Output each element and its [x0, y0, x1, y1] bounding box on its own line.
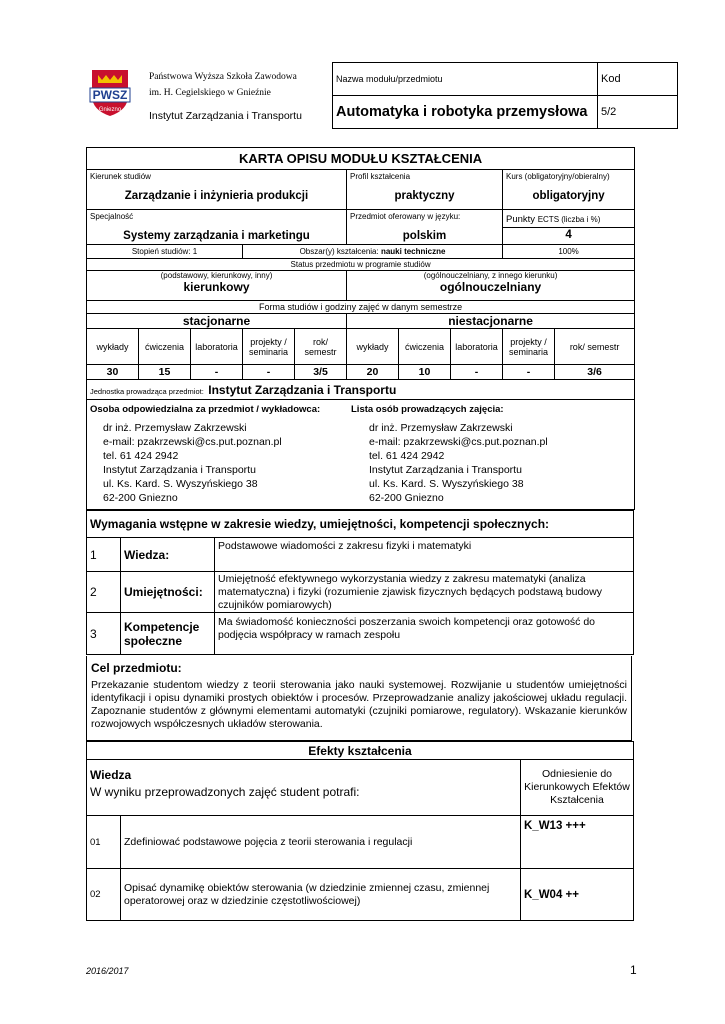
niestacjonarne-label: niestacjonarne [347, 314, 635, 329]
page-number: 1 [630, 963, 637, 977]
profil-label: Profil kształcenia [350, 172, 411, 181]
requirement-num: 3 [87, 613, 121, 655]
module-header-table [332, 62, 678, 129]
ects-value: 4 [565, 229, 572, 241]
contact-left [90, 421, 351, 505]
requirement-num: 1 [87, 538, 121, 572]
requirement-row [87, 572, 634, 613]
effect-text: Opisać dynamikę obiektów sterowania (w dziedzinie zmiennej czasu, zmiennej operatorowej oraz w dziedzinie częstotliwościowej) [121, 869, 521, 921]
wiedza-sub: W wyniku przeprowadzonych zajęć student potrafi: [90, 785, 360, 799]
col-header: rok/ semestr [555, 329, 635, 365]
kurs-label: Kurs (obligatoryjny/obieralny) [506, 172, 610, 181]
hours-value: 10 [399, 365, 451, 380]
card-table [86, 147, 635, 510]
ref-label: Odniesienie do Kierunkowych Efektów Kształcenia [521, 760, 634, 816]
requirement-num: 2 [87, 572, 121, 613]
col-header: rok/ semestr [295, 329, 347, 365]
module-name-label: Nazwa modułu/przedmiotu [333, 63, 598, 96]
goal-title: Cel przedmiotu: [91, 661, 182, 675]
contact-line: e-mail: pzakrzewski@cs.put.poznan.pl [103, 436, 282, 448]
jednostka-label: Jednostka prowadząca przedmiot: [90, 386, 204, 396]
forma-header: Forma studiów i godziny zajęć w danym semestrze [87, 301, 635, 314]
contact-line: tel. 61 424 2942 [369, 450, 445, 462]
requirement-text: Umiejętność efektywnego wykorzystania wiedzy z zakresu matematyki (analiza matematyczna) i fizyki (rozumienie zjawisk fizycznych będących podstawą budowy czujników pomiarowych) [215, 572, 634, 613]
jezyk-label: Przedmiot oferowany w języku: [350, 212, 461, 221]
obszar-value: nauki techniczne [380, 247, 446, 256]
goal-section [86, 656, 632, 741]
effects-title: Efekty kształcenia [87, 742, 634, 760]
contact-line: tel. 61 424 2942 [103, 450, 179, 462]
hours-value: - [451, 365, 503, 380]
footer-year: 2016/2017 [86, 966, 129, 976]
status-right-value: ogólnouczelniany [439, 280, 542, 294]
profil-value: praktyczny [394, 190, 455, 202]
ects-label-small: ECTS (liczba i %) [537, 215, 601, 224]
logo-subtext: Gniezno [98, 107, 122, 113]
col-header: ćwiczenia [139, 329, 191, 365]
requirement-name: Wiedza: [121, 538, 215, 572]
requirements-table [86, 510, 634, 655]
ects-label: Punkty [506, 214, 536, 225]
requirement-row [87, 613, 634, 655]
hours-value: - [503, 365, 555, 380]
contact-line: ul. Ks. Kard. S. Wyszyńskiego 38 [103, 478, 258, 490]
effect-row [87, 816, 634, 869]
institute-name: Instytut Zarządzania i Transportu [149, 110, 302, 122]
status-header: Status przedmiotu w programie studiów [87, 259, 635, 271]
effects-table [86, 741, 634, 921]
col-header: projekty / seminaria [503, 329, 555, 365]
module-name: Automatyka i robotyka przemysłowa [333, 96, 598, 129]
jednostka [87, 380, 635, 400]
logo [86, 66, 134, 118]
code-label: Kod [598, 63, 678, 96]
effect-num: 01 [87, 816, 121, 869]
goal-text: Przekazanie studentom wiedzy z teorii sterowania jako nauki systemowej. Rozwijanie u studentów umiejętności identyfikacji i opisu dynamiki prostych obiektów i procesów. Przeprowadzanie analizy jakościowej układu regulacji. Zapoznanie studentów z głównymi elementami automatyki (czujniki pomiarowe, regulatory). Wskazanie kierunków rozwojowych współczesnych układów sterowania. [91, 679, 627, 730]
code-value: 5/2 [598, 96, 678, 129]
effect-ref: K_W04 ++ [521, 869, 634, 921]
hours-value: 20 [347, 365, 399, 380]
col-header: wykłady [87, 329, 139, 365]
contact-line: Instytut Zarządzania i Transportu [369, 464, 522, 476]
school-name [149, 69, 297, 101]
kierunek-label: Kierunek studiów [90, 172, 151, 181]
pwsz-logo-icon [86, 66, 134, 118]
kurs-value: obligatoryjny [532, 190, 605, 202]
status-left-label: (podstawowy, kierunkowy, inny) [160, 271, 273, 280]
requirements-title: Wymagania wstępne w zakresie wiedzy, umiejętności, kompetencji społecznych: [87, 511, 634, 538]
contact-line: e-mail: pzakrzewski@cs.put.poznan.pl [369, 436, 548, 448]
hours-values-row [87, 365, 635, 380]
jezyk-value: polskim [402, 230, 447, 242]
contact-line: 62-200 Gniezno [103, 492, 178, 504]
hours-value: - [243, 365, 295, 380]
status-left-value: kierunkowy [183, 280, 250, 294]
effect-ref: K_W13 +++ [521, 816, 634, 869]
col-header: wykłady [347, 329, 399, 365]
hours-value: 15 [139, 365, 191, 380]
status-right-label: (ogólnouczelniany, z innego kierunku) [423, 271, 558, 280]
contact-line: dr inż. Przemysław Zakrzewski [103, 422, 247, 434]
hours-value: 3/5 [295, 365, 347, 380]
stacjonarne-label: stacjonarne [87, 314, 347, 329]
specjalnosc-label: Specjalność [90, 212, 134, 221]
obszar-label: Obszar(y) kształcenia: [299, 247, 379, 256]
wiedza-label: Wiedza [90, 768, 132, 782]
hours-value: - [191, 365, 243, 380]
jednostka-value: Instytut Zarządzania i Transportu [208, 382, 397, 397]
lista-label: Lista osób prowadzących zajęcia: [351, 404, 504, 415]
procent: 100% [503, 245, 635, 259]
col-header: ćwiczenia [399, 329, 451, 365]
effect-text: Zdefiniować podstawowe pojęcia z teorii sterowania i regulacji [121, 816, 521, 869]
col-header: projekty / seminaria [243, 329, 295, 365]
hours-value: 30 [87, 365, 139, 380]
school-line2: im. H. Cegielskiego w Gnieźnie [149, 88, 271, 98]
school-line1: Państwowa Wyższa Szkoła Zawodowa [149, 72, 297, 82]
contact-line: Instytut Zarządzania i Transportu [103, 464, 256, 476]
stopien: Stopień studiów: 1 [87, 245, 243, 259]
logo-text: PWSZ [92, 88, 128, 102]
requirement-text: Ma świadomość konieczności poszerzania swoich kompetencji oraz gotowość do podjęcia współpracy w ramach zespołu [215, 613, 634, 655]
requirement-row [87, 538, 634, 572]
effect-row [87, 869, 634, 921]
contact-right [351, 421, 548, 505]
contact-line: ul. Ks. Kard. S. Wyszyńskiego 38 [369, 478, 524, 490]
contact-line: 62-200 Gniezno [369, 492, 444, 504]
col-header: laboratoria [451, 329, 503, 365]
kierunek-value: Zarządzanie i inżynieria produkcji [124, 190, 309, 202]
specjalnosc-value: Systemy zarządzania i marketingu [123, 230, 310, 242]
requirement-text: Podstawowe wiadomości z zakresu fizyki i matematyki [215, 538, 634, 572]
effect-num: 02 [87, 869, 121, 921]
hours-value: 3/6 [555, 365, 635, 380]
osoba-label: Osoba odpowiedzialna za przedmiot / wykładowca: [90, 404, 321, 415]
contact-line: dr inż. Przemysław Zakrzewski [369, 422, 513, 434]
obszar [243, 245, 503, 259]
requirement-name: Umiejętności: [121, 572, 215, 613]
hours-header-row [87, 329, 635, 365]
card-title: KARTA OPISU MODUŁU KSZTAŁCENIA [87, 148, 635, 170]
col-header: laboratoria [191, 329, 243, 365]
requirement-name: Kompetencje społeczne [121, 613, 215, 655]
